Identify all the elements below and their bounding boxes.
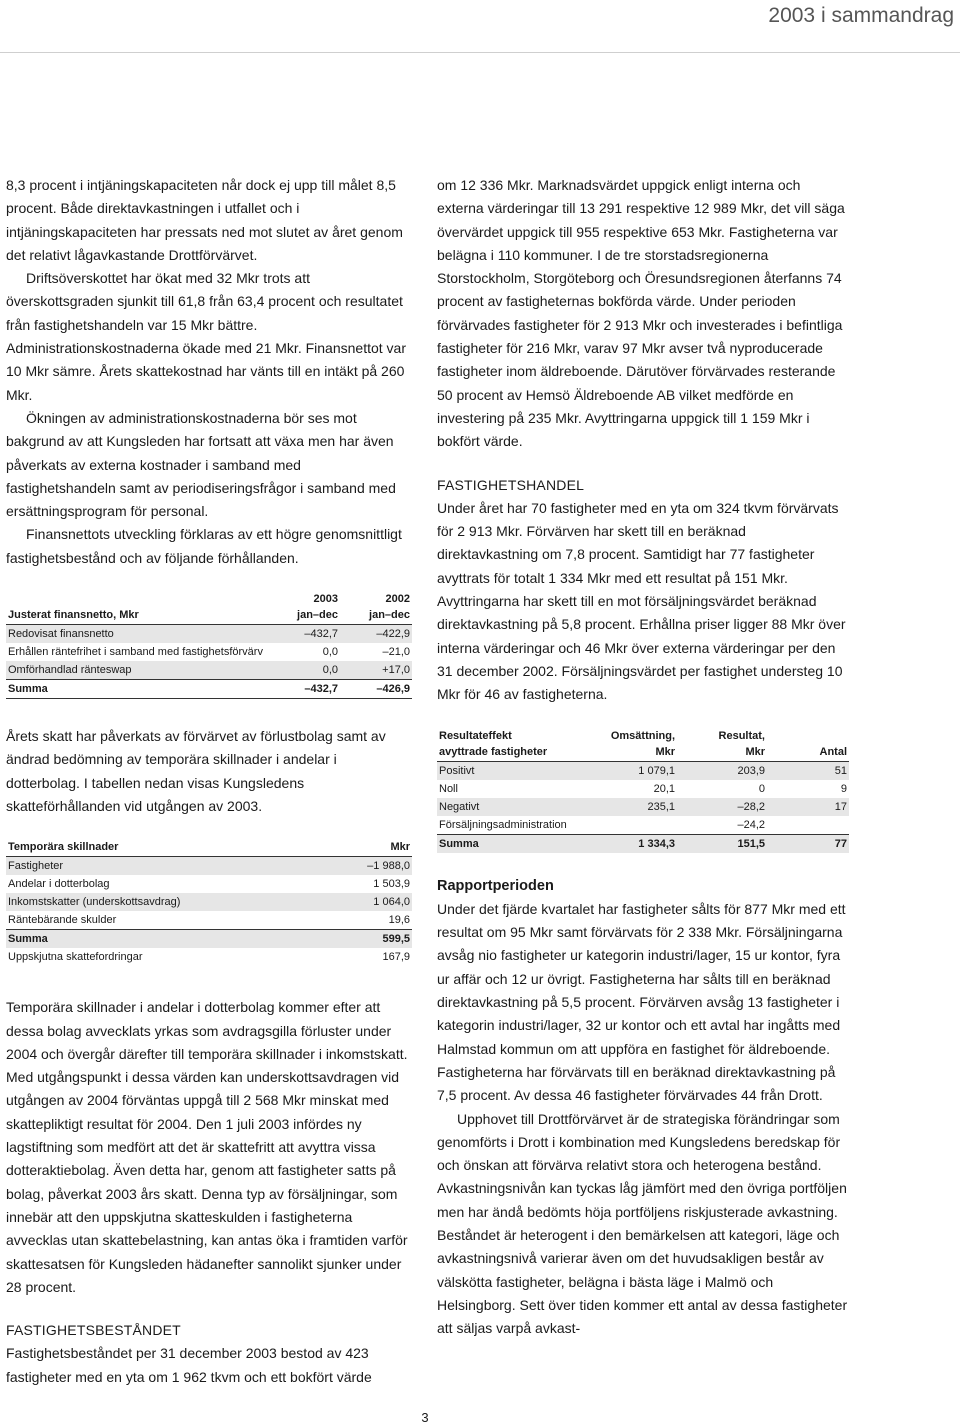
left-paragraph-5: Årets skatt har påverkats av förvärvet av förlustbolag samt av ändrad bedömning av temporära skillnader i andelar i dotterbolag. I tabellen nedan visas Kungsledens skatteförhållanden vid utgången av 2003. [6,728,386,814]
table-sum-row: Summa –432,7 –426,9 [6,680,412,699]
table1-col1-period: jan–dec [268,608,340,625]
header-divider [0,52,960,53]
left-paragraph-3: Ökningen av administrationskostnaderna bör ses mot bakgrund av att Kungsleden har fortsatt att växa men har även påverkats av externa kostnader i samband med fastighetshandeln samt av periodiseringsfrågor i samband med ersättningsprogram för personal. [6,409,396,520]
table1-col1-year: 2003 [313,593,338,606]
table1-col2-period: jan–dec [340,608,412,625]
table-row: Uppskjutna skattefordringar 167,9 [6,948,412,966]
section-heading-fastighetsbestandet: FASTIGHETSBESTÅNDET [6,1322,181,1339]
table-sum-row: Summa 1 334,3 151,5 77 [437,834,849,853]
left-paragraph-2: Driftsöverskottet har ökat med 32 Mkr trots att överskottsgraden sjunkit till 61,8 från 63,4 procent och resultatet från fastighetshandeln var 15 Mkr bättre. Administrationskostnaderna ökade med 21 Mkr. Finansnettot var 10 Mkr sämre. Årets skattekostnad har vänts till en intäkt på 260 Mkr. [6,270,406,403]
table-row: Negativt 235,1 –28,2 17 [437,798,849,816]
table1-header-label: Justerat finansnetto, Mkr [6,608,268,625]
table1-col2-year: 2002 [385,593,410,606]
table-row: Noll 20,1 0 9 [439,782,847,795]
table-row: Fastigheter –1 988,0 [6,857,412,876]
table-row: Redovisat finansnetto –432,7 –422,9 [6,625,412,644]
table3-header-label-1: Resultateffekt [439,729,512,742]
right-paragraph-1: om 12 336 Mkr. Marknadsvärdet uppgick enligt interna och externa värderingar till 13 291 respektive 12 989 Mkr, det vill säga övervärdet uppgick till 955 respektive 653 Mkr. Fastigheterna var belägna i 110 kommuner. I de tre storstadsregionerna Storstockholm, Storgöteborg och Öresundsregionen återfanns 74 procent av fastigheternas bokförda värde. Under perioden förvärvades fastigheter för 2 913 Mkr och investerades i befintliga fastigheter för 216 Mkr, varav 97 Mkr avser två nyproducerade fastigheter inom äldreboende. Därutöver förvärvades resterande 50 procent av Hemsö Äldreboende AB vilket medförde en investering på 235 Mkr. Avyttringarna uppgick till 1 159 Mkr i bokfört värde. [437,177,845,450]
justerat-finansnetto-table [6,592,412,699]
table-row: Erhållen räntefrihet i samband med fastighetsförvärv 0,0 –21,0 [8,646,410,659]
section-heading-fastighetshandel: FASTIGHETSHANDEL [437,476,585,493]
table-row: Inkomstskatter (underskottsavdrag) 1 064,0 [6,893,412,911]
left-paragraph-6: Temporära skillnader i andelar i dotterbolag kommer efter att dessa bolag avvecklats yrkas som avdragsgilla förluster under 2004 och övergår därefter till temporära skillnader i inkomstskatt. Med utgångspunkt i dessa värden kan underskottsavdragen vid utgången av 2004 förväntas uppgå till 2 568 Mkr minskat med skattepliktigt resultat för 2004. Den 1 juli 2003 infördes ny lagstiftning som medfört att det är skattefritt att avyttra vissa dotteraktiebolag. Även detta har, genom att fastigheter satts på bolag, påverkat 2003 års skatt. Denna typ av försäljningar, som innebär att den uppskjutna skatteskulden i fastigheterna avvecklas utan skattebelastning, kan antas öka i framtiden varför skattesatsen för Kungsleden hädanefter sannolikt sjunker under 28 procent. [6,999,408,1295]
left-paragraph-4: Finansnettots utveckling förklaras av ett högre genomsnittligt fastighetsbestånd och av följande förhållanden. [6,526,402,566]
table-row: Räntebärande skulder 19,6 [8,914,410,927]
page-header-title: 2003 i sammandrag [768,4,954,27]
right-paragraph-2: Under året har 70 fastigheter med en yta om 324 tkvm förvärvats för 2 913 Mkr. Förvärven har skett till en beräknad direktavkastning om 7,8 procent. Samtidigt har 77 fastigheter avyttrats för totalt 1 334 Mkr med ett resultat på 151 Mkr. Avyttringarna har skett till en mot försäljningsvärdet beräknad direktavkastning på 5,8 procent. Erhållna priser ligger 88 Mkr över interna värderingar och 46 Mkr över externa värderingar per den 31 december 2002. Försäljningsvärdet per fastighet understeg 10 Mkr för 46 av fastigheterna. [437,499,846,703]
left-paragraph-1: 8,3 procent i intjäningskapaciteten når dock ej upp till målet 8,5 procent. Både direktavkastningen i utfallet och i intjäningskapaciteten har pressats ned mot slutet av året genom det relativt lågavkastande Drottförvärvet. [6,177,403,263]
temporara-skillnader-table [6,840,412,966]
left-column [6,174,412,1389]
right-column [437,174,849,1340]
resultateffekt-table: Resultateffekt Omsättning, Resultat, avyttrade fastigheter Mkr Mkr Antal Positivt 1 079,1 203,9 51 Noll 20,1 0 9 Negativt 235,1 –28,2 17 Försäljningsadministration –24,2 Summa 1 334,3 151,5 77 [437,729,849,853]
table2-header-unit: Mkr [322,840,412,857]
table2-header-label: Temporära skillnader [6,840,322,857]
left-paragraph-7: Fastighetsbeståndet per 31 december 2003 bestod av 423 fastigheter med en yta om 1 962 tkvm och ett bokfört värde [6,1345,372,1385]
table-row: Omförhandlad ränteswap 0,0 +17,0 [6,661,412,680]
table-sum-row: Summa 599,5 [6,930,412,949]
right-paragraph-3: Under det fjärde kvartalet har fastigheter sålts för 877 Mkr med ett resultat om 95 Mkr samt förvärvats för 2 338 Mkr. Försäljningarna avsåg nio fastigheter ur kategorin industri/lager, 15 ur kontor, fyra ur affär och 12 ur övrigt. Fastigheterna har sålts till en beräknad direktavkastning på 5,5 procent. Förvärven avsåg 13 fastigheter i kategorin industri/lager, 32 ur kontor och ett avtal har ingåtts med Halmstad kommun om att uppföra en fastighet för äldreboende. Fastigheterna har förvärvats till en beräknad direktavkastning på 7,5 procent. Av dessa 46 fastigheter förvärvades 44 från Drott. [437,900,846,1104]
section-heading-rapportperioden: Rapportperioden [437,877,554,894]
table-row: Försäljningsadministration –24,2 [439,818,765,831]
right-paragraph-4: Upphovet till Drottförvärvet är de strategiska förändringar som genomförts i Drott i kombination med Kungsledens beredskap för och önskan att förvärva relativt stora och heterogena bestånd. Avkastningsnivån kan tyckas låg jämfört med den övriga portföljen men har ändå bedömts höja portföljens riskjusterade avkastning. Beståndet är heterogent i den bemärkelsen att kategori, läge och avkastningsnivå varierar även om det huvudsakligen består av välskötta fastigheter, belägna i bästa läge i Malmö och Helsingborg. Sett över tiden kommer ett antal av dessa fastigheter att säljas varpå avkast- [437,1110,848,1337]
table3-header-label-2: avyttrade fastigheter [437,745,587,762]
table-row: Andelar i dotterbolag 1 503,9 [8,878,410,891]
table-row: Positivt 1 079,1 203,9 51 [437,761,849,780]
page-number: 3 [421,1410,429,1425]
